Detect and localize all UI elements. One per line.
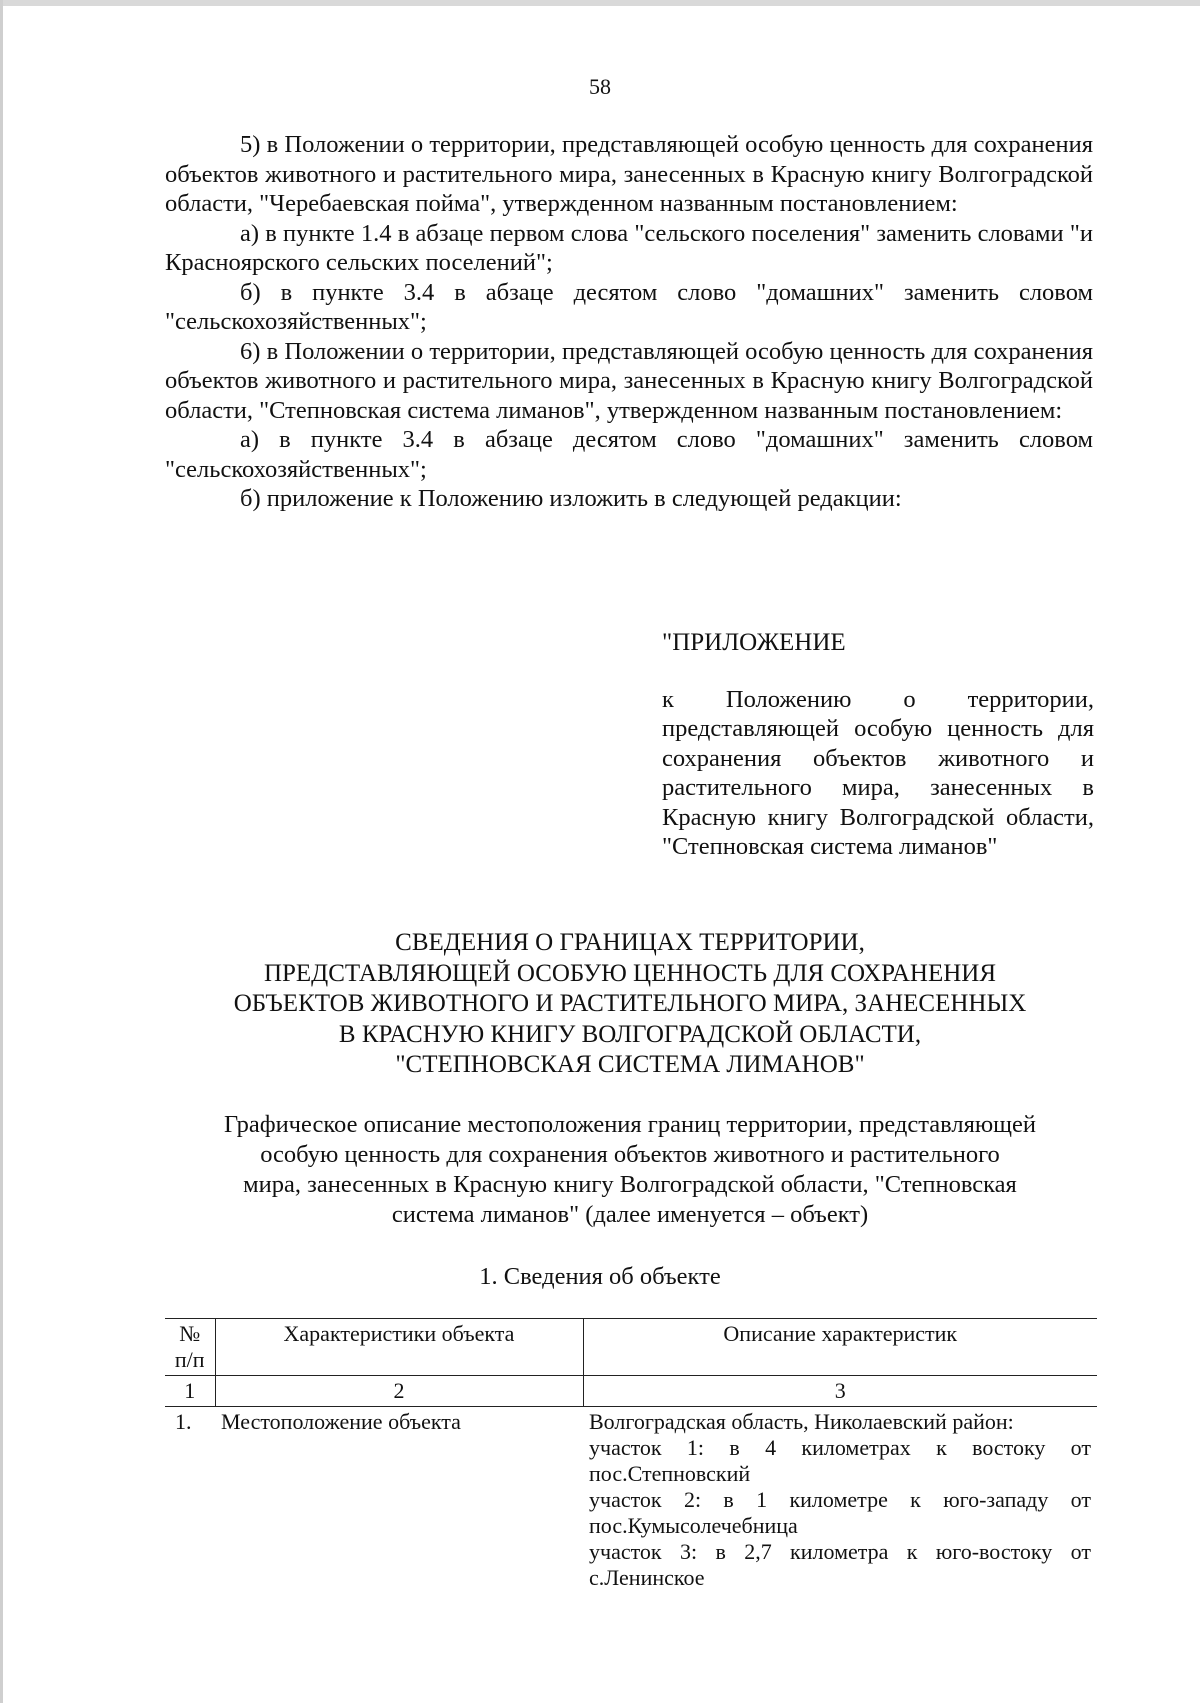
table-row <box>165 1407 1097 1594</box>
heading-line: ОБЪЕКТОВ ЖИВОТНОГО И РАСТИТЕЛЬНОГО МИРА, ЗАНЕСЕННЫХ <box>233 990 1027 1017</box>
heading-line: В КРАСНУЮ КНИГУ ВОЛГОГРАДСКОЙ ОБЛАСТИ, <box>338 1020 922 1048</box>
paragraph-5: 5) в Положении о территории, представляющей особую ценность для сохранения объектов животного и растительного мира, занесенных в Красную книгу Волгоградской области, "Черебаевская пойма", утвержденном названным постановлением: <box>165 131 1093 217</box>
section-title: 1. Сведения об объекте <box>479 1263 721 1290</box>
appendix-title: "ПРИЛОЖЕНИЕ <box>662 629 846 656</box>
description-line: Волгоградская область, Николаевский район: <box>589 1409 1014 1434</box>
column-number: 2 <box>215 1376 583 1407</box>
page-number: 58 <box>589 74 611 99</box>
heading-line: СВЕДЕНИЯ О ГРАНИЦАХ ТЕРРИТОРИИ, <box>395 929 865 956</box>
subheading-line: Графическое описание местоположения границ территории, представляющей <box>223 1111 1037 1138</box>
graphic-description-subheading <box>150 1110 1110 1230</box>
column-number: 3 <box>583 1376 1097 1407</box>
scan-edge-left <box>0 0 3 1703</box>
scan-edge-top <box>0 0 1200 6</box>
table-header-characteristic: Характеристики объекта <box>215 1319 583 1376</box>
subheading-line: система лиманов" (далее именуется – объект) <box>391 1201 869 1228</box>
paragraph-6a: а) в пункте 3.4 в абзаце десятом слово "домашних" заменить словом "сельскохозяйственных"; <box>165 426 1093 483</box>
table-header-number: № п/п <box>165 1319 215 1376</box>
table-column-number-row <box>165 1376 1097 1407</box>
document-heading <box>140 928 1120 1081</box>
heading-line: "СТЕПНОВСКАЯ СИСТЕМА ЛИМАНОВ" <box>395 1051 865 1078</box>
row-number: 1. <box>175 1409 192 1434</box>
appendix-block <box>662 628 1094 862</box>
object-info-table <box>165 1318 1097 1593</box>
description-line: участок 2: в 1 километре к юго-западу от пос.Кумысолечебница <box>589 1487 1091 1538</box>
paragraph-5b: б) в пункте 3.4 в абзаце десятом слово "домашних" заменить словом "сельскохозяйственных"; <box>165 278 1093 335</box>
paragraph-6: 6) в Положении о территории, представляющей особую ценность для сохранения объектов животного и растительного мира, занесенных в Красную книгу Волгоградской области, "Степновская система лиманов", утвержденном названным постановлением: <box>165 337 1093 424</box>
appendix-reference: к Положению о территории, представляющей особую ценность для сохранения объектов животного и растительного мира, занесенных в Красную книгу Волгоградской области, "Степновская система лиманов" <box>662 685 1094 860</box>
description-line: участок 1: в 4 километрах к востоку от пос.Степновский <box>589 1435 1091 1486</box>
table-header-row <box>165 1319 1097 1376</box>
row-characteristic: Местоположение объекта <box>221 1409 461 1434</box>
subheading-line: мира, занесенных в Красную книгу Волгоградской области, "Степновская <box>243 1171 1017 1198</box>
paragraph-6b: б) приложение к Положению изложить в следующей редакции: <box>240 485 902 512</box>
column-number: 1 <box>165 1376 215 1407</box>
table-header-description: Описание характеристик <box>583 1319 1097 1376</box>
row-description <box>583 1407 1097 1594</box>
heading-line: ПРЕДСТАВЛЯЮЩЕЙ ОСОБУЮ ЦЕННОСТЬ ДЛЯ СОХРАНЕНИЯ <box>263 959 997 987</box>
description-line: участок 3: в 2,7 километра к юго-востоку от с.Ленинское <box>589 1539 1091 1590</box>
subheading-line: особую ценность для сохранения объектов животного и растительного <box>260 1141 1000 1168</box>
paragraph-5a: а) в пункте 1.4 в абзаце первом слова "сельского поселения" заменить словами "и Краснoярского сельских поселений"; <box>165 219 1093 276</box>
amendment-text <box>165 130 1093 514</box>
